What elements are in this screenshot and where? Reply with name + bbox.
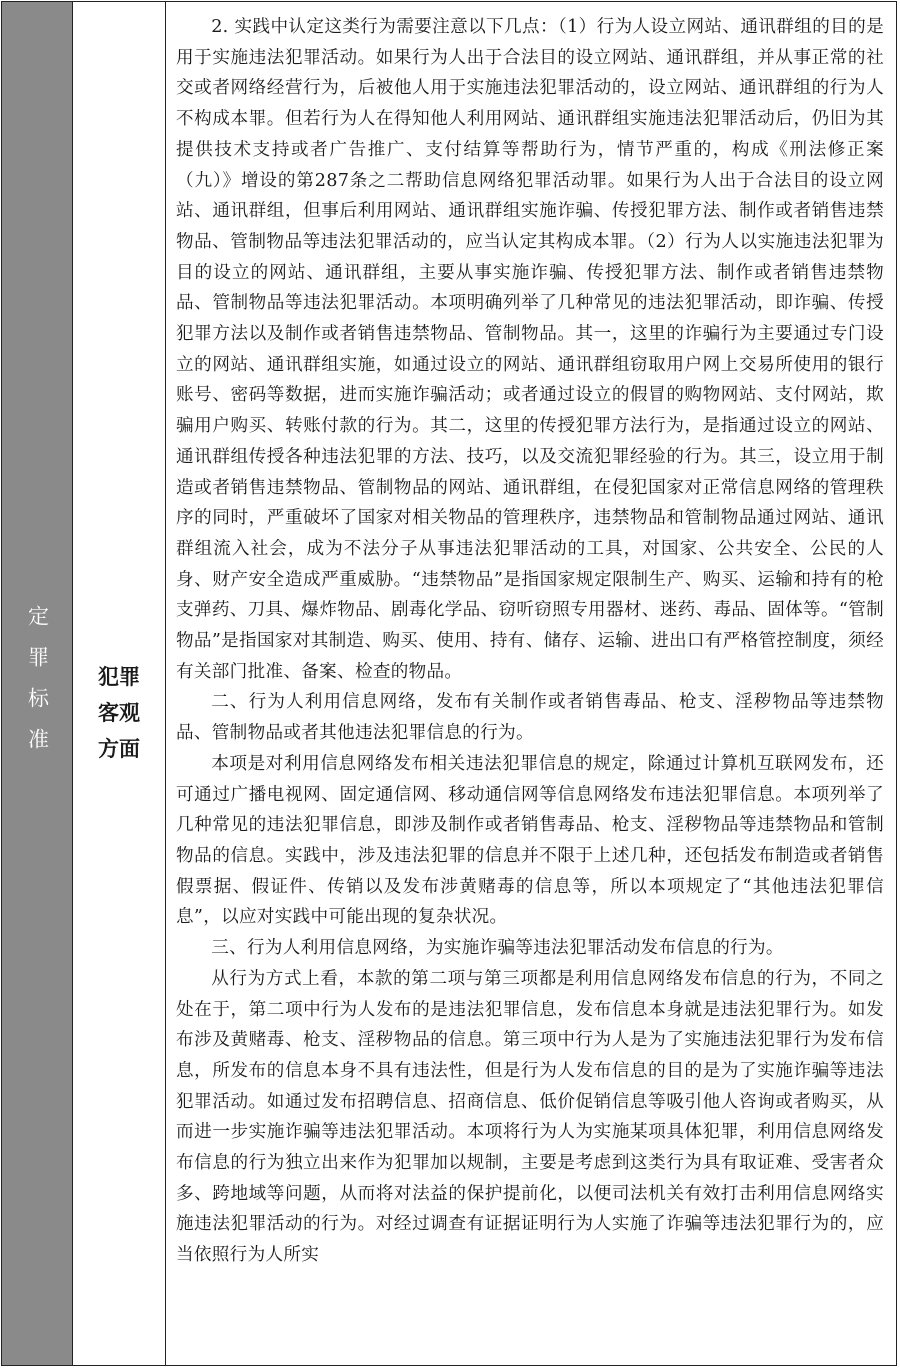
paragraph-4: 三、行为人利用信息网络，为实施诈骗等违法犯罪活动发布信息的行为。 [211,938,784,959]
category-label: 定罪标准 [25,604,50,769]
content-table [1,1,897,1366]
paragraph-1: 2. 实践中认定这类行为需要注意以下几点：（1）行为人设立网站、通讯群组的目的是用于实施违法犯罪活动。如果行为人出于合法目的设立网站、通讯群组，并从事正常的社交或者网络经营行为，后被他人用于实施违法犯罪活动的，设立网站、通讯群组的行为人不构成本罪。但若行为人在得知他人利用网站、通讯群组实施违法犯罪活动后，仍旧为其提供技术支持或者广告推广、支付结算等帮助行为，情节严重的，构成《刑法修正案（九）》增设的第287条之二帮助信息网络犯罪活动罪。如果行为人出于合法目的设立网站、通讯群组，但事后利用网站、通讯群组实施诈骗、传授犯罪方法、制作或者销售违禁物品、管制物品等违法犯罪活动的，应当认定其构成本罪。（2）行为人以实施违法犯罪为目的设立的网站、通讯群组，主要从事实施诈骗、传授犯罪方法、制作或者销售违禁物品、管制物品等违法犯罪活动。本项明确列举了几种常见的违法犯罪活动，即诈骗、传授犯罪方法以及制作或者销售违禁物品、管制物品。其一，这里的诈骗行为主要通过专门设立的网站、通讯群组实施，如通过设立的网站、通讯群组窃取用户网上交易所使用的银行账号、密码等数据，进而实施诈骗活动；或者通过设立的假冒的购物网站、支付网站，欺骗用户购买、转账付款的行为。其二，这里的传授犯罪方法行为，是指通过设立的网站、通讯群组传授各种违法犯罪的方法、技巧，以及交流犯罪经验的行为。其三，设立用于制造或者销售违禁物品、管制物品的网站、通讯群组，在侵犯国家对正常信息网络的管理秩序的同时，严重破坏了国家对相关物品的管理秩序，违禁物品和管制物品通过网站、通讯群组流入社会，成为不法分子从事违法犯罪活动的工具，对国家、公共安全、公民的人身、财产安全造成严重威胁。“违禁物品”是指国家规定限制生产、购买、运输和持有的枪支弹药、刀具、爆炸物品、剧毒化学品、窃听窃照专用器材、迷药、毒品、固体等。“管制物品”是指国家对其制造、购买、使用、持有、储存、运输、进出口有严格管控制度，须经有关部门批准、备案、检查的物品。 [176,17,884,682]
aspect-label: 犯罪客观方面 [98,664,140,761]
paragraph-5: 从行为方式上看，本款的第二项与第三项都是利用信息网络发布信息的行为，不同之处在于，第二项中行为人发布的是违法犯罪信息，发布信息本身就是违法犯罪行为。如发布涉及黄赌毒、枪支、淫秽物品的信息。第三项中行为人是为了实施违法犯罪行为发布信息，所发布的信息本身不具有违法性，但是行为人发布信息的目的是为了实施诈骗等违法犯罪活动。如通过发布招聘信息、招商信息、低价促销信息等吸引他人咨询或者购买，从而进一步实施诈骗等违法犯罪活动。本项将行为人为实施某项具体犯罪，利用信息网络发布信息的行为独立出来作为犯罪加以规制，主要是考虑到这类行为具有取证难、受害者众多、跨地域等问题，从而将对法益的保护提前化，以便司法机关有效打击利用信息网络实施违法犯罪活动的行为。对经过调查有证据证明行为人实施了诈骗等违法犯罪行为的，应当依照行为人所实 [176,968,884,1266]
paragraph-3: 本项是对利用信息网络发布相关违法犯罪信息的规定，除通过计算机互联网发布，还可通过广播电视网、固定通信网、移动通信网等信息网络发布违法犯罪信息。本项列举了几种常见的违法犯罪信息，即涉及制作或者销售毒品、枪支、淫秽物品等违禁物品和管制物品的信息。实践中，涉及违法犯罪的信息并不限于上述几种，还包括发布制造或者销售假票据、假证件、传销以及发布涉黄赌毒的信息等，所以本项规定了“其他违法犯罪信息”，以应对实践中可能出现的复杂状况。 [176,753,884,928]
body-text-cell [166,2,896,1365]
paragraph-2: 二、行为人利用信息网络，发布有关制作或者销售毒品、枪支、淫秽物品等违禁物品、管制物品或者其他违法犯罪信息的行为。 [176,692,884,744]
aspect-cell [73,2,166,1365]
category-cell [2,2,73,1365]
